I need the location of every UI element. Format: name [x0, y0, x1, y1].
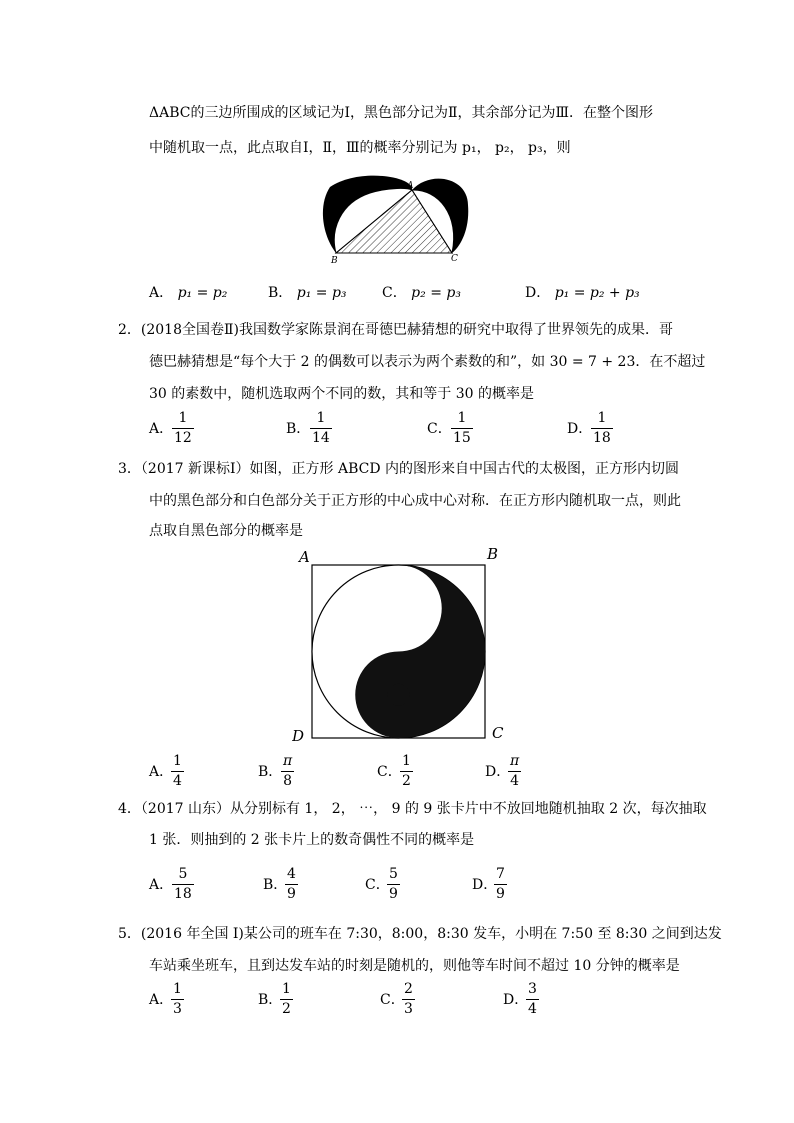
q4-option-c-label[interactable]: C．: [365, 877, 390, 893]
q2-option-a-fraction[interactable]: 1 12: [174, 410, 192, 446]
q5-option-c-fraction[interactable]: 2 3: [404, 981, 413, 1017]
q5-text-line1: 5．(2016 年全国 I)某公司的班车在 7:30，8:00，8:30 发车，小明在 7:50 至 8:30 之间到达发: [118, 926, 722, 942]
q1-text-line2: 中随机取一点，此点取自Ⅰ，Ⅱ，Ⅲ的概率分别记为 p₁， p₂， p₃，则: [149, 140, 571, 156]
q4-option-b-label[interactable]: B．: [263, 877, 288, 893]
q5-option-b-fraction[interactable]: 1 2: [282, 981, 291, 1017]
q3-text-line3: 点取自黑色部分的概率是: [149, 523, 303, 539]
q5-option-b-label[interactable]: B．: [258, 992, 283, 1008]
q4-option-b-fraction[interactable]: 4 9: [287, 866, 296, 902]
q3-option-d-label[interactable]: D．: [485, 764, 511, 780]
q3-option-b-fraction[interactable]: π 8: [283, 753, 293, 789]
q2-text-line2: 德巴赫猜想是“每个大于 2 的偶数可以表示为两个素数的和”，如 30 = 7 + 23．在不超过: [149, 354, 706, 370]
q1-option-c[interactable]: C． p₂ = p₃: [382, 285, 461, 301]
q1-fig-label-b: B: [331, 256, 338, 265]
q3-option-a-fraction[interactable]: 1 4: [173, 753, 182, 789]
q3-option-c-fraction[interactable]: 1 2: [402, 753, 411, 789]
q2-option-b-fraction[interactable]: 1 14: [312, 410, 330, 446]
q5-option-d-label[interactable]: D．: [503, 992, 529, 1008]
q4-text-line2: 1 张．则抽到的 2 张卡片上的数奇偶性不同的概率是: [149, 832, 475, 848]
q3-fig-label-a: A: [299, 548, 310, 566]
q4-option-d-fraction[interactable]: 7 9: [496, 866, 505, 902]
q3-option-a-label[interactable]: A．: [149, 764, 174, 780]
q5-text-line2: 车站乘坐班车，且到达发车站的时刻是随机的，则他等车时间不超过 10 分钟的概率是: [149, 958, 680, 974]
q4-option-d-label[interactable]: D．: [472, 877, 498, 893]
q5-option-a-fraction[interactable]: 1 3: [173, 981, 182, 1017]
q2-option-d-fraction[interactable]: 1 18: [593, 410, 611, 446]
q3-option-b-label[interactable]: B．: [258, 764, 283, 780]
q2-text-line3: 30 的素数中，随机选取两个不同的数，其和等于 30 的概率是: [149, 386, 534, 402]
q3-fig-label-c: C: [492, 724, 504, 742]
q5-option-a-label[interactable]: A．: [149, 992, 174, 1008]
q1-fig-label-a: A: [407, 181, 414, 191]
q2-option-a-label[interactable]: A．: [149, 421, 174, 437]
q5-option-c-label[interactable]: C．: [380, 992, 405, 1008]
q1-option-d[interactable]: D． p₁ = p₂ + p₃: [525, 285, 640, 301]
q3-fig-label-b: B: [487, 545, 499, 563]
q4-option-c-fraction[interactable]: 5 9: [389, 866, 398, 902]
q4-option-a-fraction[interactable]: 5 18: [174, 866, 192, 902]
q3-option-d-fraction[interactable]: π 4: [510, 753, 520, 789]
q3-text-line2: 中的黑色部分和白色部分关于正方形的中心成中心对称．在正方形内随机取一点，则此: [149, 493, 681, 509]
q5-option-d-fraction[interactable]: 3 4: [528, 981, 537, 1017]
q3-figure-taiji-square: [292, 545, 522, 745]
q1-figure-semicircles-triangle: [320, 175, 480, 265]
q1-fig-label-c: C: [451, 254, 458, 264]
q1-option-b[interactable]: B． p₁ = p₃: [268, 285, 347, 301]
q4-option-a-label[interactable]: A．: [149, 877, 174, 893]
q2-option-c-fraction[interactable]: 1 15: [453, 410, 471, 446]
q1-text-line1: ΔABC的三边所围成的区域记为Ⅰ，黑色部分记为Ⅱ，其余部分记为Ⅲ．在整个图形: [149, 105, 654, 121]
q2-text-line1: 2．(2018全国卷Ⅱ)我国数学家陈景润在哥德巴赫猜想的研究中取得了世界领先的成果．哥: [118, 322, 673, 338]
q1-option-a[interactable]: A． p₁ = p₂: [149, 285, 228, 301]
q3-option-c-label[interactable]: C．: [377, 764, 402, 780]
q3-text-line1: 3．（2017 新课标Ⅰ）如图，正方形 ABCD 内的图形来自中国古代的太极图，正方形内切圆: [118, 461, 680, 477]
q3-fig-label-d: D: [292, 727, 305, 745]
q4-text-line1: 4．（2017 山东）从分别标有 1， 2， ⋯， 9 的 9 张卡片中不放回地随机抽取 2 次，每次抽取: [118, 801, 707, 817]
q2-option-b-label[interactable]: B．: [286, 421, 311, 437]
q2-option-c-label[interactable]: C．: [427, 421, 452, 437]
q2-option-d-label[interactable]: D．: [567, 421, 593, 437]
